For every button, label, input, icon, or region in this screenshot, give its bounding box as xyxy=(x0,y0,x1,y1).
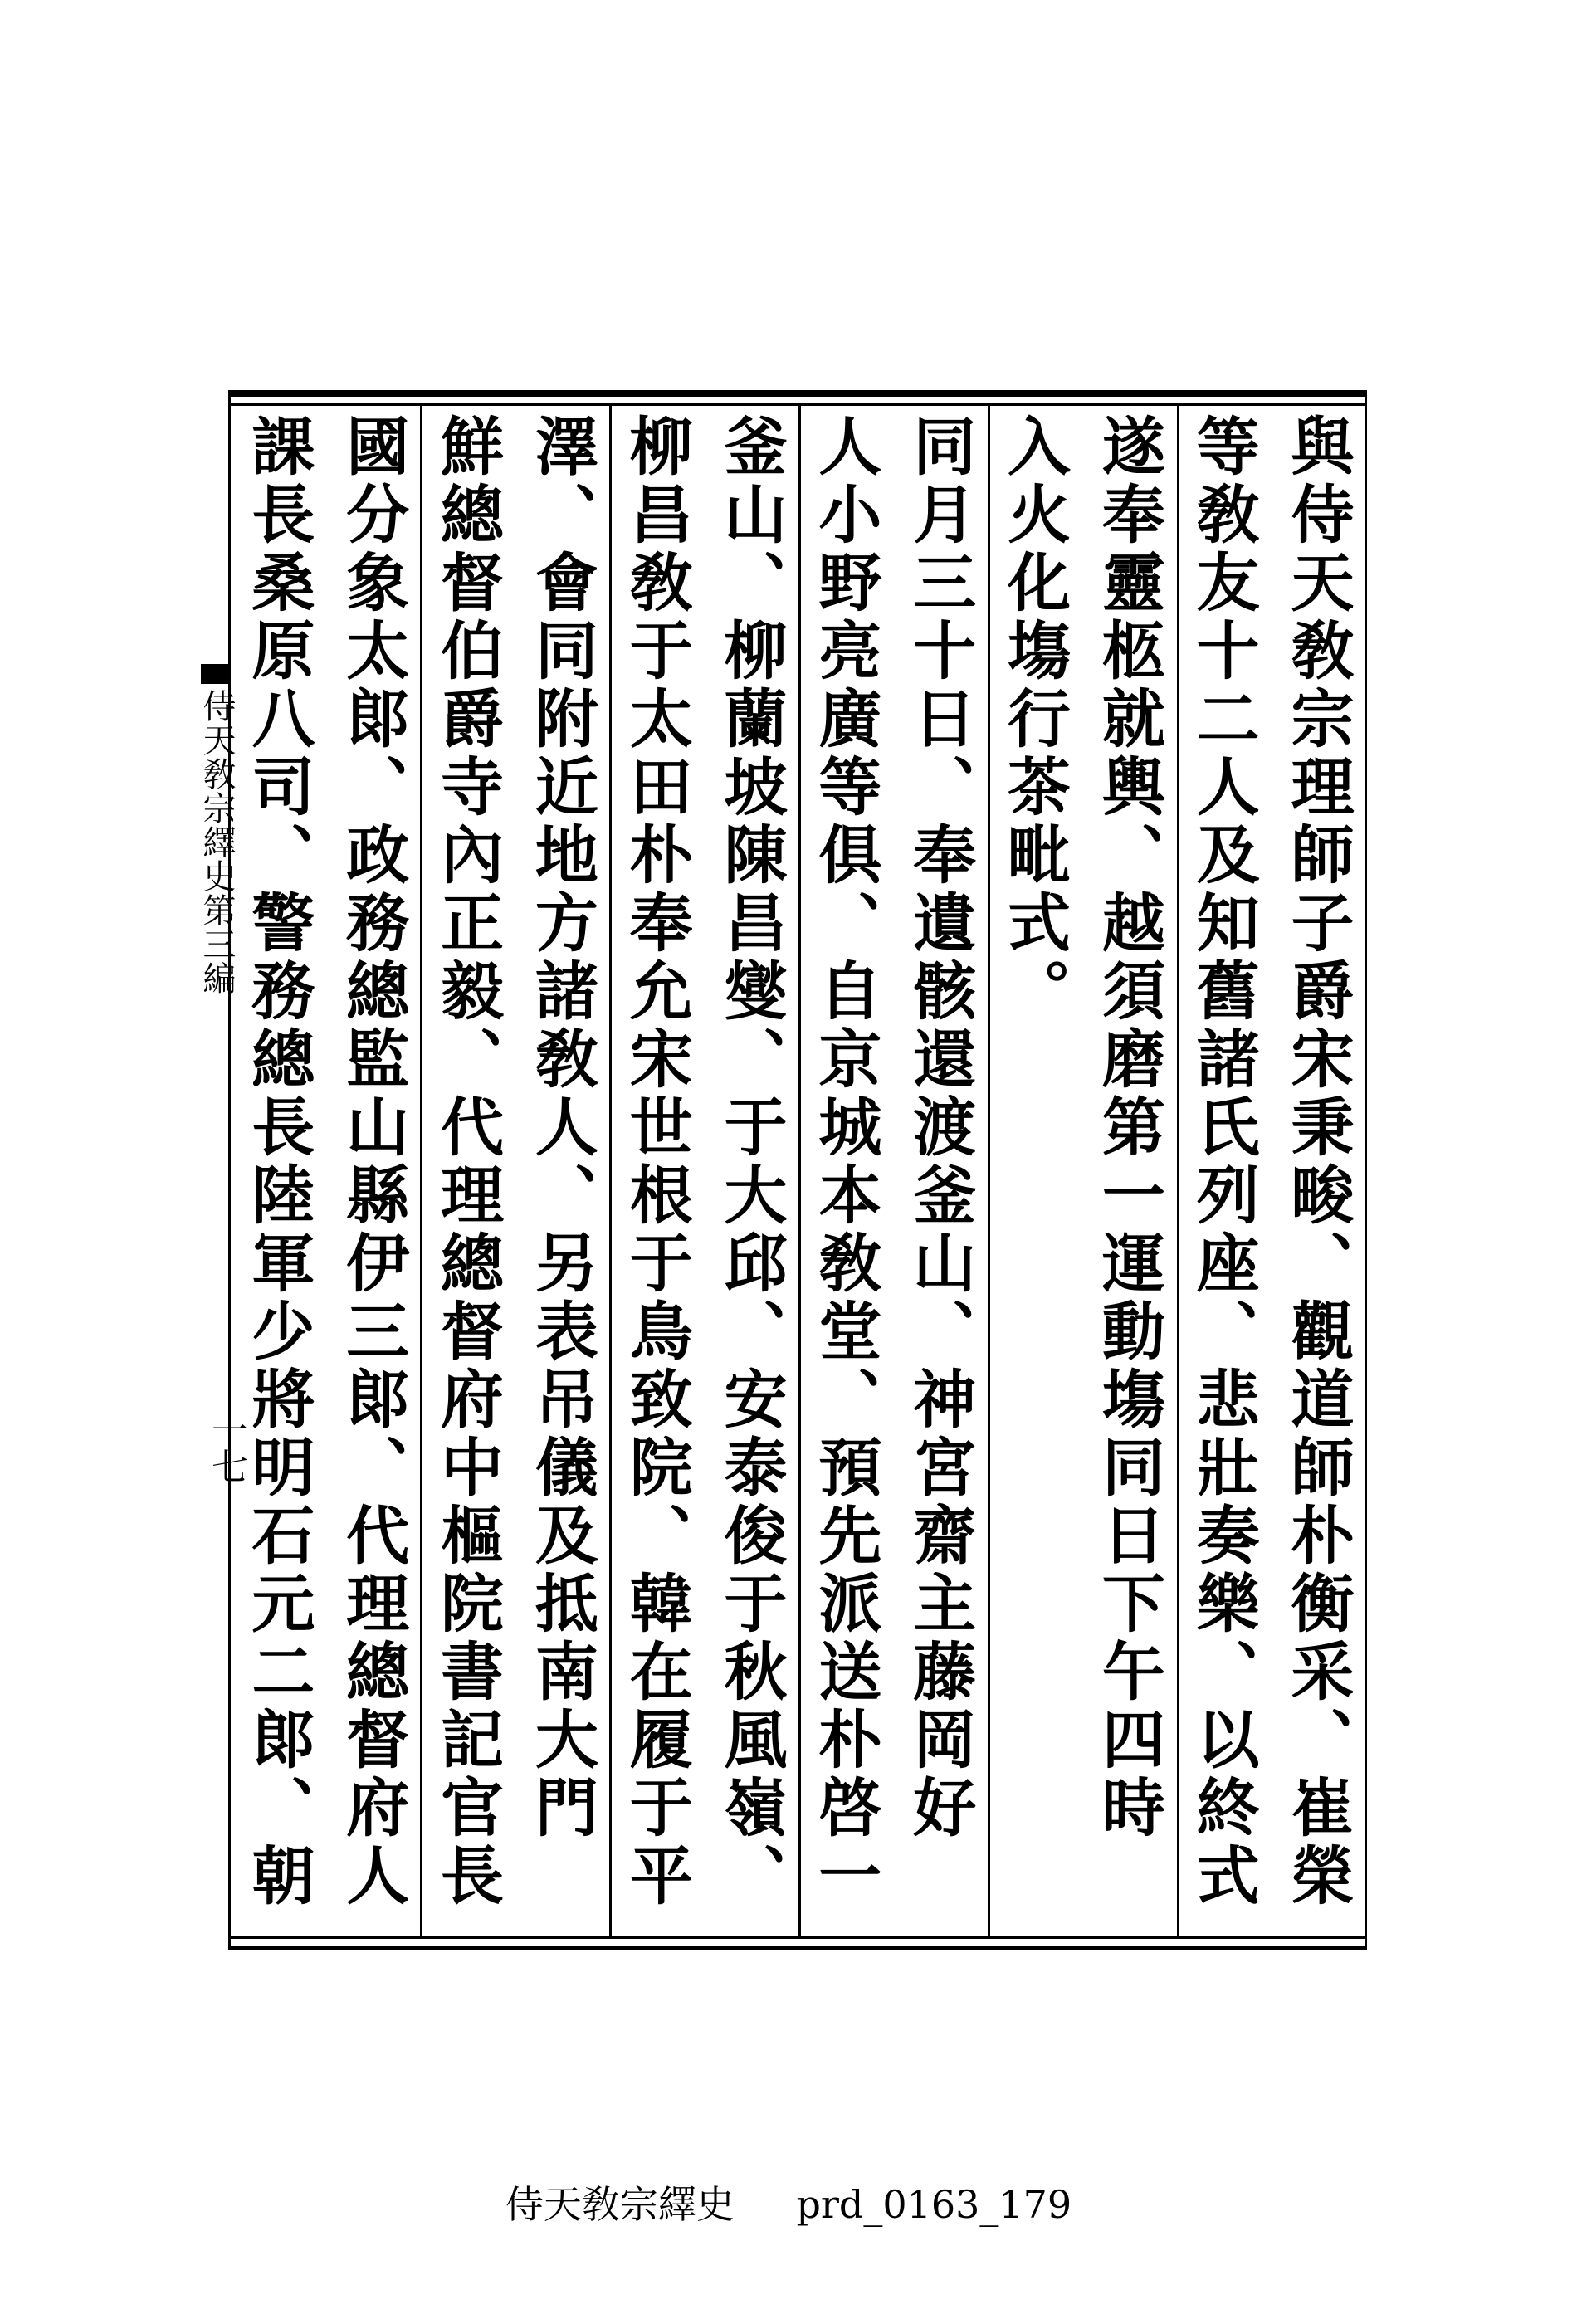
text-column-12: 課長桑原八司、警務總長陸軍少將明石元二郞、朝 xyxy=(241,413,315,1911)
text-column-9: 澤、會同附近地方諸敎人、另表吊儀及抵南大門 xyxy=(525,413,599,1843)
margin-marker xyxy=(201,664,229,684)
text-column-2: 等敎友十二人及知舊諸氏列座、悲壯奏樂、以終式 xyxy=(1186,413,1261,1911)
text-columns xyxy=(231,413,1365,1941)
footer-page-id: prd_0163_179 xyxy=(796,2182,1072,2227)
text-column-8: 柳昌敎于太田朴奉允宋世根于鳥致院、韓在履于平 xyxy=(619,413,694,1911)
margin-book-title: 侍天敎宗繹史第三編 xyxy=(198,689,236,995)
page-frame xyxy=(228,390,1367,1950)
text-column-10: 鮮總督伯爵寺內正毅、代理總督府中樞院書記官長 xyxy=(430,413,505,1911)
page-number: 一七 xyxy=(205,1411,247,1484)
text-column-1: 與侍天敎宗理師子爵宋秉畯、觀道師朴衡采、崔榮 xyxy=(1281,413,1355,1911)
text-column-6: 人小野亮廣等俱、自京城本敎堂、預先派送朴啓一 xyxy=(808,413,882,1911)
text-column-4: 入火化塲行茶毗式。 xyxy=(997,413,1072,1026)
text-column-5: 同月三十日、奉遺骸還渡釜山、神宮齋主藤岡好 xyxy=(902,413,977,1843)
text-column-3: 遂奉靈柩就輿、越須磨第一運動塲同日下午四時 xyxy=(1091,413,1166,1843)
text-column-7: 釜山、柳蘭坡陳昌燮、于大邱、安泰俊于秋風嶺、 xyxy=(714,413,788,1911)
footer xyxy=(0,2175,1577,2229)
footer-book-title: 侍天敎宗繹史 xyxy=(505,2182,735,2227)
text-column-11: 國分象太郞、政務總監山縣伊三郞、代理總督府人 xyxy=(335,413,410,1911)
